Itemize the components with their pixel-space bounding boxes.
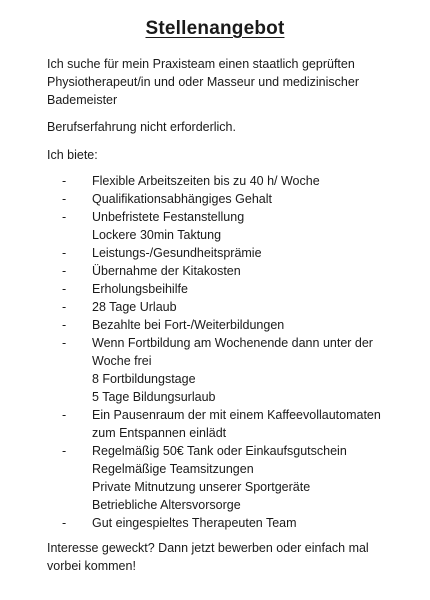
benefit-item (62, 442, 402, 514)
benefit-item (62, 208, 402, 244)
offer-heading: Ich biete: (47, 148, 98, 162)
benefit-text: Lockere 30min Taktung (92, 228, 222, 242)
benefit-item (62, 262, 402, 280)
benefit-item (62, 316, 402, 334)
benefit-text: Regelmäßige Teamsitzungen (92, 462, 254, 476)
closing-line: Interesse geweckt? Dann jetzt bewerben oder einfach mal (47, 541, 369, 555)
benefit-text: 5 Tage Bildungsurlaub (92, 390, 216, 404)
benefit-text: Qualifikationsabhängiges Gehalt (92, 192, 272, 206)
bullet-dash: - (62, 318, 67, 332)
closing-paragraph (47, 539, 417, 575)
bullet-dash: - (62, 408, 67, 422)
benefit-text: Leistungs-/Gesundheitsprämie (92, 246, 262, 260)
benefit-text: Erholungsbeihilfe (92, 282, 188, 296)
benefit-text: Wenn Fortbildung am Wochenende dann unter der (92, 336, 373, 350)
bullet-dash: - (62, 192, 67, 206)
intro-paragraph (47, 55, 417, 109)
benefit-text: Flexible Arbeitszeiten bis zu 40 h/ Woche (92, 174, 320, 188)
benefit-item (62, 190, 402, 208)
bullet-dash: - (62, 300, 67, 314)
benefit-item (62, 514, 402, 532)
benefit-item (62, 298, 402, 316)
benefit-text: Unbefristete Festanstellung (92, 210, 245, 224)
benefit-text: 28 Tage Urlaub (92, 300, 177, 314)
intro-line: Ich suche für mein Praxisteam einen staatlich geprüften (47, 57, 355, 71)
document-title: Stellenangebot (145, 18, 285, 39)
bullet-dash: - (62, 246, 67, 260)
benefits-list (62, 172, 402, 532)
benefit-text: Private Mitnutzung unserer Sportgeräte (92, 480, 311, 494)
benefit-item (62, 334, 402, 406)
benefit-text: Betriebliche Altersvorsorge (92, 498, 241, 512)
intro-line: Physiotherapeut/in und oder Masseur und medizinischer (47, 75, 359, 89)
benefit-text: Übernahme der Kitakosten (92, 264, 241, 278)
benefit-text: Regelmäßig 50€ Tank oder Einkaufsgutschein (92, 444, 347, 458)
benefit-text: Gut eingespieltes Therapeuten Team (92, 516, 297, 530)
experience-note: Berufserfahrung nicht erforderlich. (47, 120, 236, 134)
bullet-dash: - (62, 264, 67, 278)
benefit-text: zum Entspannen einlädt (92, 426, 227, 440)
benefit-item (62, 280, 402, 298)
benefit-text: Bezahlte bei Fort-/Weiterbildungen (92, 318, 285, 332)
benefit-text: Woche frei (92, 354, 152, 368)
benefit-item (62, 172, 402, 190)
intro-line: Bademeister (47, 93, 118, 107)
closing-line: vorbei kommen! (47, 559, 136, 573)
bullet-dash: - (62, 210, 67, 224)
bullet-dash: - (62, 516, 67, 530)
bullet-dash: - (62, 444, 67, 458)
benefit-text: 8 Fortbildungstage (92, 372, 196, 386)
benefit-text: Ein Pausenraum der mit einem Kaffeevollautomaten (92, 408, 381, 422)
bullet-dash: - (62, 336, 67, 350)
bullet-dash: - (62, 282, 67, 296)
benefit-item (62, 406, 402, 442)
bullet-dash: - (62, 174, 67, 188)
benefit-item (62, 244, 402, 262)
